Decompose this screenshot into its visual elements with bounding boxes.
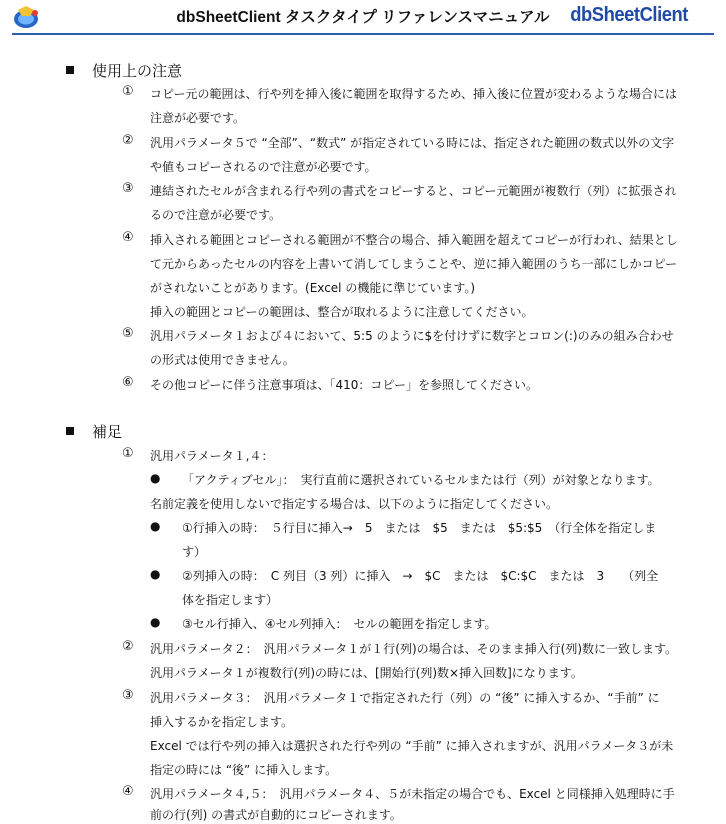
bullet-text: ③セル行挿入、④セル列挿入： セルの範囲を指定します。 [182, 617, 497, 631]
note-text: 汎用パラメータ２： 汎用パラメータ１が１行(列)の場合は、そのまま挿入行(列)数に一致します。 [150, 642, 678, 656]
note-text: 前の行(列) の書式が自動的にコピーされます。 [150, 808, 402, 822]
page-header [0, 0, 726, 34]
note-text: がされないことがあります。(Excel の機能に準じています。) [150, 281, 476, 295]
param-heading: 汎用パラメータ１,４： [150, 449, 274, 463]
item-number: ④ [122, 230, 134, 245]
note-text: 挿入の範囲とコピーの範囲は、整合が取れるように注意してください。 [150, 305, 534, 319]
note-text: るので注意が必要です。 [150, 208, 282, 222]
item-number: ⑤ [122, 326, 134, 341]
note-text: 挿入される範囲とコピーされる範囲が不整合の場合、挿入範囲を超えてコピーが行われ、結果とし [150, 233, 678, 247]
bullet-text: 「アクティブセル」： 実行直前に選択されているセルまたは行（列）が対象となります。 [182, 473, 660, 487]
item-number: ⑥ [122, 375, 134, 390]
note-text: コピー元の範囲は、行や列を挿入後に範囲を取得するため、挿入後に位置が変わるような場合には [150, 87, 678, 101]
note-text: の形式は使用できません。 [150, 353, 295, 367]
section-heading-usage-notes: 使用上の注意 [66, 60, 182, 81]
bullet-text: 体を指定します） [182, 593, 279, 607]
bullet-icon: ● [150, 615, 161, 629]
note-text: 汎用パラメータ４,５： 汎用パラメータ４、５が未指定の場合でも、Excel と同様挿入処理時に手 [150, 787, 675, 801]
note-text: 注意が必要です。 [150, 111, 246, 125]
note-text: 汎用パラメータ１および４において、5:5 のように$を付けずに数字とコロン(:)のみの組み合わせ [150, 329, 674, 343]
bullet-text: す） [182, 545, 207, 559]
item-number: ③ [122, 181, 134, 196]
bullet-text: ①行挿入の時： ５行目に挿入→ 5 または $5 または $5:$5 （行全体を指定しま [182, 521, 657, 535]
bullet-icon: ● [150, 567, 161, 581]
note-text: 指定の時には “後” に挿入します。 [150, 763, 338, 777]
item-number: ④ [122, 784, 134, 799]
item-number: ① [122, 84, 134, 99]
note-text: 名前定義を使用しないで指定する場合は、以下のように指定してください。 [150, 497, 559, 511]
document-title: dbSheetClient タスクタイプ リファレンスマニュアル [176, 9, 550, 26]
note-text: て元からあったセルの内容を上書いて消してしまうことや、逆に挿入範囲のうち一部にしかコピー [150, 257, 678, 271]
item-number: ② [122, 639, 134, 654]
note-text: その他コピーに伴う注意事項は、「410：コピー」を参照してください。 [150, 378, 538, 392]
header-divider [12, 33, 714, 35]
bullet-icon: ● [150, 471, 161, 485]
square-bullet-icon [66, 427, 74, 435]
bullet-icon: ● [150, 519, 161, 533]
note-text: 汎用パラメータ３： 汎用パラメータ１で指定された行（列）の “後” に挿入するか、“手前” に [150, 691, 660, 705]
note-text: 挿入するかを指定します。 [150, 715, 294, 729]
section-heading-supplement: 補足 [66, 421, 122, 442]
note-text: 連結されたセルが含まれる行や列の書式をコピーすると、コピー元範囲が複数行（列）に拡張され [150, 184, 677, 198]
note-text: 汎用パラメータ１が複数行(列)の時には、[開始行(列)数×挿入回数]になります。 [150, 666, 583, 680]
item-number: ② [122, 133, 134, 148]
bullet-text: ②列挿入の時： C 列目（3 列）に挿入 → $C または $C:$C または 3 （列全 [182, 569, 659, 583]
brand-wordmark: dbSheetClient [570, 4, 688, 26]
note-text: や値もコピーされるので注意が必要です。 [150, 160, 377, 174]
note-text: 汎用パラメータ５で “全部”、“数式” が指定されている時には、指定された範囲の数式以外の文字 [150, 136, 675, 150]
item-number: ③ [122, 688, 134, 703]
note-text: Excel では行や列の挿入は選択された行や列の “手前” に挿入されますが、汎用パラメータ３が未 [150, 739, 674, 753]
square-bullet-icon [66, 66, 74, 74]
item-number: ① [122, 446, 134, 461]
